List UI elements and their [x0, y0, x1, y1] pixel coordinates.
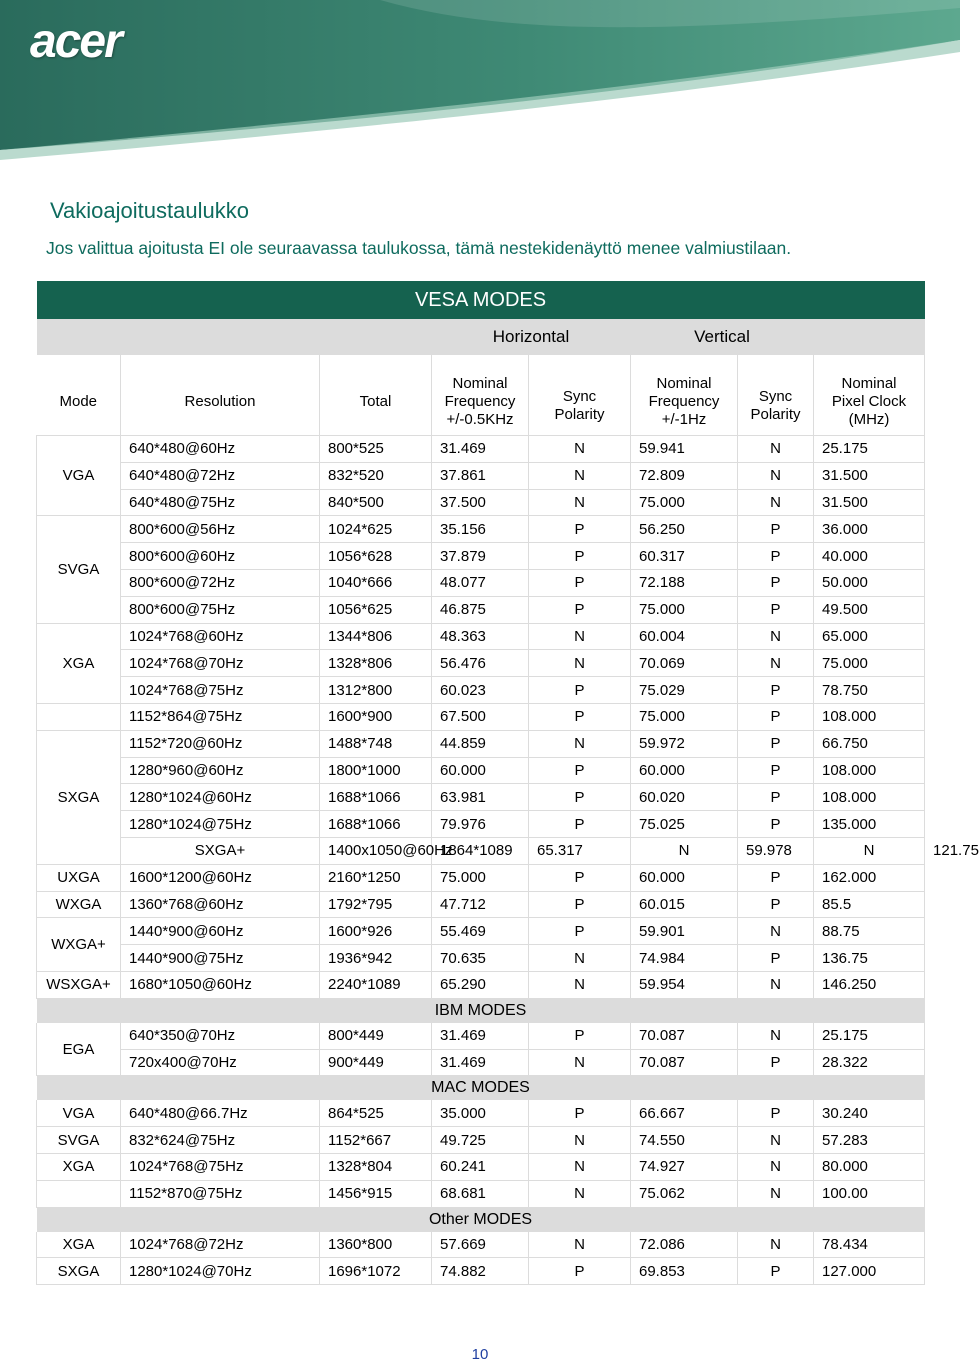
h-frequency-cell: 37.861 [432, 462, 529, 489]
pixel-clock-cell: 66.750 [814, 730, 925, 757]
h-sync-cell: N [529, 1049, 631, 1076]
v-sync-cell: P [738, 703, 814, 730]
mode-cell: WXGA [37, 891, 121, 918]
total-cell: 900*449 [320, 1049, 432, 1076]
h-frequency-cell: 48.077 [432, 569, 529, 596]
mac-modes-row [37, 1076, 925, 1101]
h-frequency-cell: 47.712 [432, 891, 529, 918]
resolution-cell: 1152*864@75Hz [121, 703, 320, 730]
resolution-cell: 800*600@75Hz [121, 596, 320, 623]
v-frequency-cell: 72.188 [631, 569, 738, 596]
v-sync-cell: P [738, 596, 814, 623]
h-sync-cell: N [529, 436, 631, 463]
resolution-cell: 1600*1200@60Hz [121, 864, 320, 891]
h-sync-cell: N [529, 945, 631, 972]
pixel-clock-cell: 85.5 [814, 891, 925, 918]
h-frequency-cell: 75.000 [432, 864, 529, 891]
table-row [37, 1127, 925, 1154]
v-frequency-cell: 74.984 [631, 945, 738, 972]
v-sync-cell: P [738, 864, 814, 891]
v-frequency-cell: 72.809 [631, 462, 738, 489]
v-frequency-cell: 60.020 [631, 784, 738, 811]
table-row [37, 436, 925, 463]
h-frequency-cell: 31.469 [432, 436, 529, 463]
table-row [37, 891, 925, 918]
total-cell: 1456*915 [320, 1180, 432, 1207]
v-sync-cell: P [738, 757, 814, 784]
total-cell: 1688*1066 [320, 811, 432, 838]
h-sync-cell: P [529, 811, 631, 838]
h-sync-cell: P [529, 784, 631, 811]
table-row [37, 516, 925, 543]
table-row [37, 945, 925, 972]
v-sync-cell: P [738, 1100, 814, 1126]
v-sync-cell: P [738, 677, 814, 704]
v-frequency-cell: 66.667 [631, 1100, 738, 1126]
total-cell: 1328*806 [320, 650, 432, 677]
table-row [37, 1023, 925, 1049]
pixel-clock-cell: 31.500 [814, 462, 925, 489]
v-frequency-cell: 74.927 [631, 1153, 738, 1180]
pixel-clock-cell: 108.000 [814, 703, 925, 730]
pixel-clock-cell: 28.322 [814, 1049, 925, 1076]
total-cell: 1792*795 [320, 891, 432, 918]
total-cell: 1152*667 [320, 1127, 432, 1154]
v-sync-cell: N [738, 623, 814, 650]
h-sync-cell: P [529, 569, 631, 596]
v-sync-cell: P [738, 945, 814, 972]
h-sync-cell: N [529, 730, 631, 757]
total-cell: 1040*666 [320, 569, 432, 596]
table-row [37, 1153, 925, 1180]
table-row [37, 1100, 925, 1126]
h-frequency-cell: 31.469 [432, 1049, 529, 1076]
v-sync-cell: N [738, 918, 814, 945]
total-cell: 1936*942 [320, 945, 432, 972]
v-frequency-cell: 70.087 [631, 1049, 738, 1076]
table-row [37, 569, 925, 596]
banner-graphic [0, 0, 960, 160]
col-header-resolution: Resolution [121, 355, 320, 436]
total-cell: 1328*804 [320, 1153, 432, 1180]
page-number: 10 [471, 1346, 489, 1363]
v-sync-cell: N [738, 650, 814, 677]
h-frequency-cell: 79.976 [432, 811, 529, 838]
table-row [37, 811, 925, 838]
resolution-cell: 800*600@60Hz [121, 543, 320, 570]
mode-cell: SXGA [37, 1258, 121, 1285]
pixel-clock-cell: 75.000 [814, 650, 925, 677]
h-frequency-cell: 74.882 [432, 1258, 529, 1285]
v-frequency-cell: 59.901 [631, 918, 738, 945]
pixel-clock-cell: 100.00 [814, 1180, 925, 1207]
mac-modes-title: MAC MODES [37, 1076, 925, 1101]
mode-cell: XGA [37, 623, 121, 703]
mode-cell [37, 703, 121, 730]
v-frequency-cell: 59.954 [631, 971, 738, 998]
total-cell: 2240*1089 [320, 971, 432, 998]
v-sync-cell: N [738, 1153, 814, 1180]
page-subtitle: Jos valittua ajoitusta EI ole seuraavassa taulukossa, tämä nestekidenäyttö menee valmiustilaan. [46, 238, 792, 258]
mode-cell: XGA [37, 1232, 121, 1258]
resolution-cell: 720x400@70Hz [121, 1049, 320, 1076]
resolution-cell: 1152*870@75Hz [121, 1180, 320, 1207]
h-sync-cell: P [529, 891, 631, 918]
resolution-cell: 1280*960@60Hz [121, 757, 320, 784]
total-cell: 1312*800 [320, 677, 432, 704]
v-sync-cell: P [738, 891, 814, 918]
table-title-row [37, 281, 925, 319]
table-row [37, 1180, 925, 1207]
v-frequency-cell: 56.250 [631, 516, 738, 543]
total-cell: 1688*1066 [320, 784, 432, 811]
h-frequency-cell: 65.317 [529, 837, 631, 864]
v-frequency-cell: 75.029 [631, 677, 738, 704]
total-cell: 1600*926 [320, 918, 432, 945]
resolution-cell: 640*480@66.7Hz [121, 1100, 320, 1126]
h-frequency-cell: 44.859 [432, 730, 529, 757]
total-cell: 1344*806 [320, 623, 432, 650]
timing-table [36, 281, 979, 1285]
pixel-clock-cell: 78.434 [814, 1232, 925, 1258]
table-row [37, 650, 925, 677]
v-frequency-cell: 60.015 [631, 891, 738, 918]
col-header-total: Total [320, 355, 432, 436]
table-row: SXGA+ 1400x1050@60Hz 1864*1089 65.317 N 59.978 N 121.75 [37, 837, 925, 864]
column-header-row [37, 355, 925, 436]
col-header-mode: Mode [37, 355, 121, 436]
pixel-clock-cell: 25.175 [814, 1023, 925, 1049]
v-frequency-cell: 60.000 [631, 864, 738, 891]
h-sync-cell: N [529, 489, 631, 516]
h-sync-cell: P [529, 1100, 631, 1126]
v-sync-cell: N [738, 1232, 814, 1258]
h-frequency-cell: 57.669 [432, 1232, 529, 1258]
resolution-cell: 1152*720@60Hz [121, 730, 320, 757]
v-sync-cell: N [814, 837, 925, 864]
table-row [37, 864, 925, 891]
resolution-cell: 1440*900@75Hz [121, 945, 320, 972]
h-sync-cell: P [529, 703, 631, 730]
v-frequency-cell: 60.000 [631, 757, 738, 784]
h-sync-cell: N [529, 1153, 631, 1180]
h-frequency-cell: 60.023 [432, 677, 529, 704]
v-frequency-cell: 72.086 [631, 1232, 738, 1258]
table-row [37, 971, 925, 998]
h-frequency-cell: 60.000 [432, 757, 529, 784]
resolution-cell: 1280*1024@70Hz [121, 1258, 320, 1285]
v-frequency-cell: 59.972 [631, 730, 738, 757]
horizontal-group-header: Horizontal [432, 319, 631, 355]
pixel-clock-cell: 88.75 [814, 918, 925, 945]
resolution-cell: 1024*768@75Hz [121, 677, 320, 704]
table-row [37, 489, 925, 516]
pixel-clock-cell: 162.000 [814, 864, 925, 891]
resolution-cell: 640*480@72Hz [121, 462, 320, 489]
other-modes-row [37, 1207, 925, 1232]
mode-cell [37, 1180, 121, 1207]
v-sync-cell: P [738, 811, 814, 838]
resolution-cell: 1024*768@75Hz [121, 1153, 320, 1180]
page-heading: Vakioajoitustaulukko [50, 198, 249, 223]
h-sync-cell: N [529, 1180, 631, 1207]
table-row [37, 596, 925, 623]
pixel-clock-cell: 49.500 [814, 596, 925, 623]
pixel-clock-cell: 36.000 [814, 516, 925, 543]
col-header-h-frequency: Nominal Frequency +/-0.5KHz [432, 355, 529, 436]
total-cell: 1800*1000 [320, 757, 432, 784]
v-sync-cell: N [738, 1127, 814, 1154]
h-frequency-cell: 31.469 [432, 1023, 529, 1049]
other-modes-title: Other MODES [37, 1207, 925, 1232]
h-sync-cell: P [529, 1258, 631, 1285]
h-sync-cell: N [529, 971, 631, 998]
total-cell: 2160*1250 [320, 864, 432, 891]
h-sync-cell: P [529, 1023, 631, 1049]
h-frequency-cell: 35.156 [432, 516, 529, 543]
resolution-cell: 1280*1024@75Hz [121, 811, 320, 838]
total-cell: 864*525 [320, 1100, 432, 1126]
mode-cell: SVGA [37, 516, 121, 623]
h-frequency-cell: 37.879 [432, 543, 529, 570]
h-sync-cell: P [529, 864, 631, 891]
total-cell: 800*449 [320, 1023, 432, 1049]
v-sync-cell: P [738, 569, 814, 596]
v-frequency-cell: 75.025 [631, 811, 738, 838]
v-sync-cell: P [738, 516, 814, 543]
mode-cell: XGA [37, 1153, 121, 1180]
resolution-cell: 640*350@70Hz [121, 1023, 320, 1049]
resolution-cell: 1280*1024@60Hz [121, 784, 320, 811]
v-sync-cell: P [738, 543, 814, 570]
v-sync-cell: N [738, 489, 814, 516]
v-frequency-cell: 75.000 [631, 596, 738, 623]
resolution-cell: 1680*1050@60Hz [121, 971, 320, 998]
v-frequency-cell: 74.550 [631, 1127, 738, 1154]
h-sync-cell: P [529, 596, 631, 623]
mode-cell: WXGA+ [37, 918, 121, 972]
h-sync-cell: P [529, 516, 631, 543]
col-header-v-sync: Sync Polarity [738, 355, 814, 436]
resolution-cell: 1360*768@60Hz [121, 891, 320, 918]
h-sync-cell: N [529, 650, 631, 677]
pixel-clock-cell: 40.000 [814, 543, 925, 570]
table-row [37, 757, 925, 784]
v-sync-cell: P [738, 1049, 814, 1076]
v-frequency-cell: 75.000 [631, 703, 738, 730]
v-frequency-cell: 60.004 [631, 623, 738, 650]
acer-logo: acer [30, 15, 121, 68]
h-frequency-cell: 65.290 [432, 971, 529, 998]
v-frequency-cell: 60.317 [631, 543, 738, 570]
table-row [37, 623, 925, 650]
v-sync-cell: P [738, 730, 814, 757]
pixel-clock-cell: 136.75 [814, 945, 925, 972]
total-cell: 832*520 [320, 462, 432, 489]
h-sync-cell: P [529, 757, 631, 784]
pixel-clock-cell: 78.750 [814, 677, 925, 704]
resolution-cell: 1024*768@72Hz [121, 1232, 320, 1258]
h-sync-cell: P [529, 677, 631, 704]
table-row [37, 462, 925, 489]
table-row [37, 1049, 925, 1076]
total-cell: 1488*748 [320, 730, 432, 757]
pixel-clock-cell: 127.000 [814, 1258, 925, 1285]
v-sync-cell: P [738, 784, 814, 811]
resolution-cell: 1400x1050@60Hz [320, 837, 432, 864]
mode-cell: VGA [37, 436, 121, 516]
table-row [37, 1258, 925, 1285]
col-header-pixel-clock: Nominal Pixel Clock (MHz) [814, 355, 925, 436]
h-frequency-cell: 60.241 [432, 1153, 529, 1180]
pixel-clock-cell: 135.000 [814, 811, 925, 838]
v-sync-cell: N [738, 436, 814, 463]
table-row [37, 918, 925, 945]
v-frequency-cell: 70.087 [631, 1023, 738, 1049]
h-sync-cell: N [529, 623, 631, 650]
h-frequency-cell: 70.635 [432, 945, 529, 972]
col-header-v-frequency: Nominal Frequency +/-1Hz [631, 355, 738, 436]
v-frequency-cell: 69.853 [631, 1258, 738, 1285]
pixel-clock-cell: 57.283 [814, 1127, 925, 1154]
h-frequency-cell: 56.476 [432, 650, 529, 677]
pixel-clock-cell: 65.000 [814, 623, 925, 650]
mode-cell: VGA [37, 1100, 121, 1126]
ibm-modes-row [37, 998, 925, 1023]
total-cell: 800*525 [320, 436, 432, 463]
h-frequency-cell: 46.875 [432, 596, 529, 623]
pixel-clock-cell: 108.000 [814, 757, 925, 784]
pixel-clock-cell: 31.500 [814, 489, 925, 516]
v-frequency-cell: 59.941 [631, 436, 738, 463]
h-sync-cell: N [529, 1232, 631, 1258]
resolution-cell: 1024*768@70Hz [121, 650, 320, 677]
mode-cell: EGA [37, 1023, 121, 1076]
v-frequency-cell: 75.062 [631, 1180, 738, 1207]
header-banner [0, 0, 960, 160]
total-cell: 1696*1072 [320, 1258, 432, 1285]
v-sync-cell: P [738, 1258, 814, 1285]
col-header-h-sync: Sync Polarity [529, 355, 631, 436]
h-frequency-cell: 49.725 [432, 1127, 529, 1154]
h-frequency-cell: 37.500 [432, 489, 529, 516]
table-row [37, 677, 925, 704]
h-frequency-cell: 35.000 [432, 1100, 529, 1126]
pixel-clock-cell: 50.000 [814, 569, 925, 596]
v-frequency-cell: 70.069 [631, 650, 738, 677]
h-frequency-cell: 67.500 [432, 703, 529, 730]
v-sync-cell: N [738, 971, 814, 998]
h-frequency-cell: 55.469 [432, 918, 529, 945]
resolution-cell: 640*480@60Hz [121, 436, 320, 463]
mode-cell: SXGA+ [121, 837, 320, 864]
resolution-cell: 640*480@75Hz [121, 489, 320, 516]
h-sync-cell: P [529, 543, 631, 570]
pixel-clock-cell: 80.000 [814, 1153, 925, 1180]
h-sync-cell: N [529, 462, 631, 489]
vertical-group-header: Vertical [631, 319, 814, 355]
ibm-modes-title: IBM MODES [37, 998, 925, 1023]
pixel-clock-cell: 30.240 [814, 1100, 925, 1126]
h-frequency-cell: 48.363 [432, 623, 529, 650]
mode-cell: UXGA [37, 864, 121, 891]
table-row [37, 703, 925, 730]
table-row [37, 784, 925, 811]
mode-cell: WSXGA+ [37, 971, 121, 998]
h-sync-cell: N [529, 1127, 631, 1154]
pixel-clock-cell: 25.175 [814, 436, 925, 463]
h-sync-cell: N [631, 837, 738, 864]
h-sync-cell: P [529, 918, 631, 945]
group-header-row [37, 319, 925, 355]
total-cell: 1600*900 [320, 703, 432, 730]
resolution-cell: 800*600@56Hz [121, 516, 320, 543]
v-sync-cell: N [738, 1023, 814, 1049]
total-cell: 1360*800 [320, 1232, 432, 1258]
resolution-cell: 1024*768@60Hz [121, 623, 320, 650]
table-row [37, 543, 925, 570]
v-frequency-cell: 75.000 [631, 489, 738, 516]
v-frequency-cell: 59.978 [738, 837, 814, 864]
h-frequency-cell: 63.981 [432, 784, 529, 811]
pixel-clock-cell: 146.250 [814, 971, 925, 998]
h-frequency-cell: 68.681 [432, 1180, 529, 1207]
total-cell: 1056*625 [320, 596, 432, 623]
pixel-clock-cell: 108.000 [814, 784, 925, 811]
total-cell: 1056*628 [320, 543, 432, 570]
resolution-cell: 800*600@72Hz [121, 569, 320, 596]
total-cell: 1864*1089 [432, 837, 529, 864]
table-row [37, 1232, 925, 1258]
v-sync-cell: N [738, 1180, 814, 1207]
resolution-cell: 1440*900@60Hz [121, 918, 320, 945]
total-cell: 840*500 [320, 489, 432, 516]
mode-cell: SXGA [37, 730, 121, 864]
total-cell: 1024*625 [320, 516, 432, 543]
resolution-cell: 832*624@75Hz [121, 1127, 320, 1154]
vesa-modes-title: VESA MODES [37, 281, 925, 319]
mode-cell: SVGA [37, 1127, 121, 1154]
table-row [37, 730, 925, 757]
v-sync-cell: N [738, 462, 814, 489]
